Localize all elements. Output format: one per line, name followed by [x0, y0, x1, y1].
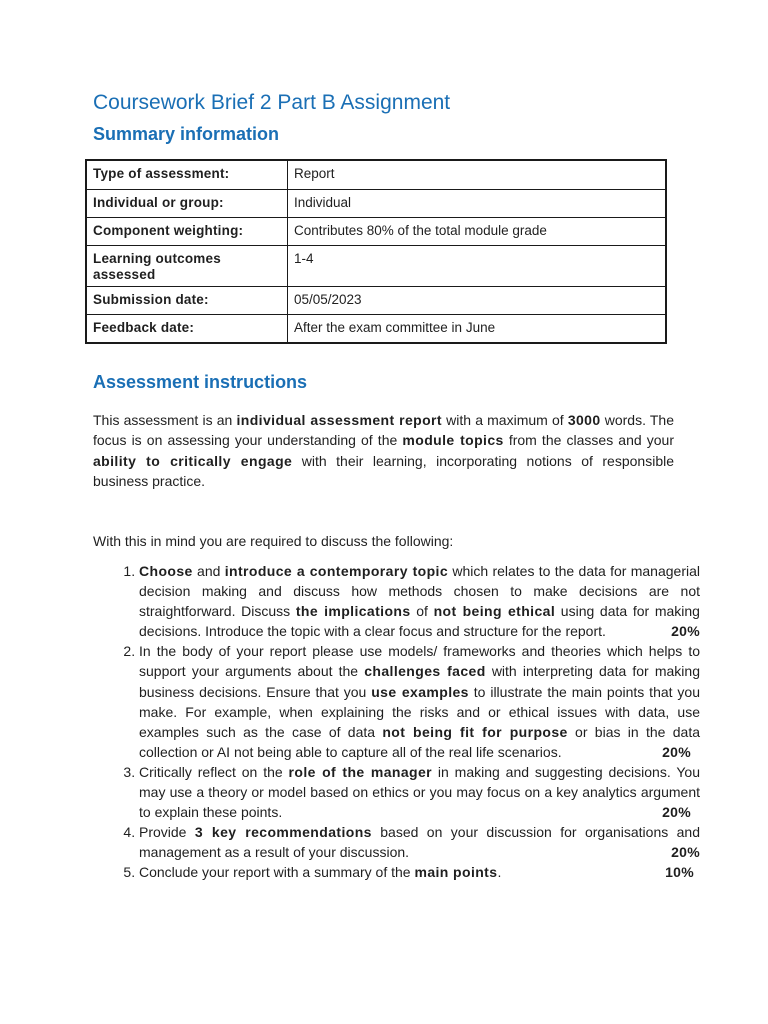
table-row [86, 246, 666, 287]
item-text: based on your discussion for organisations and management as a result of your discussion. [139, 824, 701, 861]
item-text: and [192, 563, 225, 579]
row-label: Type of assessment: [86, 160, 288, 190]
row-value: Contributes 80% of the total module grade [288, 218, 667, 246]
intro-emphasis: ability to critically engage [93, 452, 293, 469]
item-text: Conclude your report with a summary of the [139, 864, 415, 881]
intro-text: with their learning, incorporating notions of responsible business practice. [93, 452, 674, 489]
intro-text: words. The focus is on assessing your understanding of the [93, 412, 674, 449]
row-value: Individual [288, 190, 667, 218]
row-value: After the exam committee in June [288, 315, 667, 344]
list-item [139, 822, 700, 862]
item-text: which relates to the data for managerial decision making and discuss how methods chosen to make decisions are not straightforward. Discuss [139, 563, 700, 620]
item-emphasis: use examples [371, 683, 469, 700]
item-emphasis: main points [414, 864, 498, 881]
row-value: Report [288, 160, 667, 190]
list-item [139, 862, 700, 882]
document-title: Coursework Brief 2 Part B Assignment [93, 91, 451, 114]
item-emphasis: role of the manager [288, 763, 433, 780]
item-emphasis: 3 key recommendations [194, 824, 372, 841]
table-row [86, 315, 666, 344]
intro-paragraph [93, 410, 674, 491]
summary-heading: Summary information [93, 124, 280, 144]
weighting-percent: 20% [662, 804, 691, 821]
intro-emphasis: 3000 [567, 412, 601, 428]
weighting-percent: 20% [671, 623, 700, 640]
item-emphasis: challenges faced [364, 663, 486, 680]
item-text: using data for making decisions. Introduce the topic with a clear focus and structure for the report. [139, 603, 700, 640]
item-emphasis: Choose [139, 563, 193, 579]
row-label: Learning outcomes assessed [86, 246, 288, 287]
weighting-percent: 20% [671, 844, 700, 861]
item-emphasis: the implications [295, 603, 411, 620]
row-label: Submission date: [86, 287, 288, 315]
intro-text: with a maximum of [441, 412, 568, 428]
weighting-percent: 20% [662, 743, 691, 760]
item-text: in making and suggesting decisions. You may use a theory or model based on ethics or you may focus on a key analytics argument to explain these points. [139, 763, 700, 821]
item-emphasis: introduce a contemporary topic [224, 563, 449, 579]
instructions-heading: Assessment instructions [93, 372, 308, 392]
item-text: . [497, 864, 502, 881]
item-text: Critically reflect on the [139, 763, 289, 780]
row-label: Feedback date: [86, 315, 288, 344]
summary-table [85, 159, 667, 344]
table-row [86, 218, 666, 246]
item-emphasis: not being ethical [433, 603, 556, 620]
list-item [139, 561, 700, 641]
list-item [139, 641, 700, 762]
row-label: Component weighting: [86, 218, 288, 246]
row-label: Individual or group: [86, 190, 288, 218]
row-value: 05/05/2023 [288, 287, 667, 315]
item-text: of [410, 603, 434, 620]
table-row [86, 160, 666, 190]
item-text: In the body of your report please use models/ frameworks and theories which helps to support your arguments about the [139, 643, 700, 680]
item-text: to illustrate the main points that you make. For example, when explaining the risks and or ethical issues with data, use examples such as the case of data [139, 683, 700, 740]
lead-paragraph: With this in mind you are required to discuss the following: [93, 533, 454, 549]
item-text: with interpreting data for making business decisions. Ensure that you [139, 663, 700, 700]
task-list [113, 561, 700, 883]
list-item [139, 762, 700, 822]
table-row [86, 190, 666, 218]
table-row [86, 287, 666, 315]
intro-emphasis: individual assessment report [236, 412, 442, 428]
row-value: 1-4 [288, 246, 667, 287]
weighting-percent: 10% [665, 864, 694, 881]
intro-text: This assessment is an [93, 412, 237, 428]
item-text: Provide [139, 824, 195, 841]
item-emphasis: not being fit for purpose [382, 723, 568, 740]
item-text: or bias in the data collection or AI not being able to capture all of the real life scenarios. [139, 723, 700, 760]
intro-emphasis: module topics [402, 432, 504, 449]
intro-text: from the classes and your [503, 432, 674, 449]
